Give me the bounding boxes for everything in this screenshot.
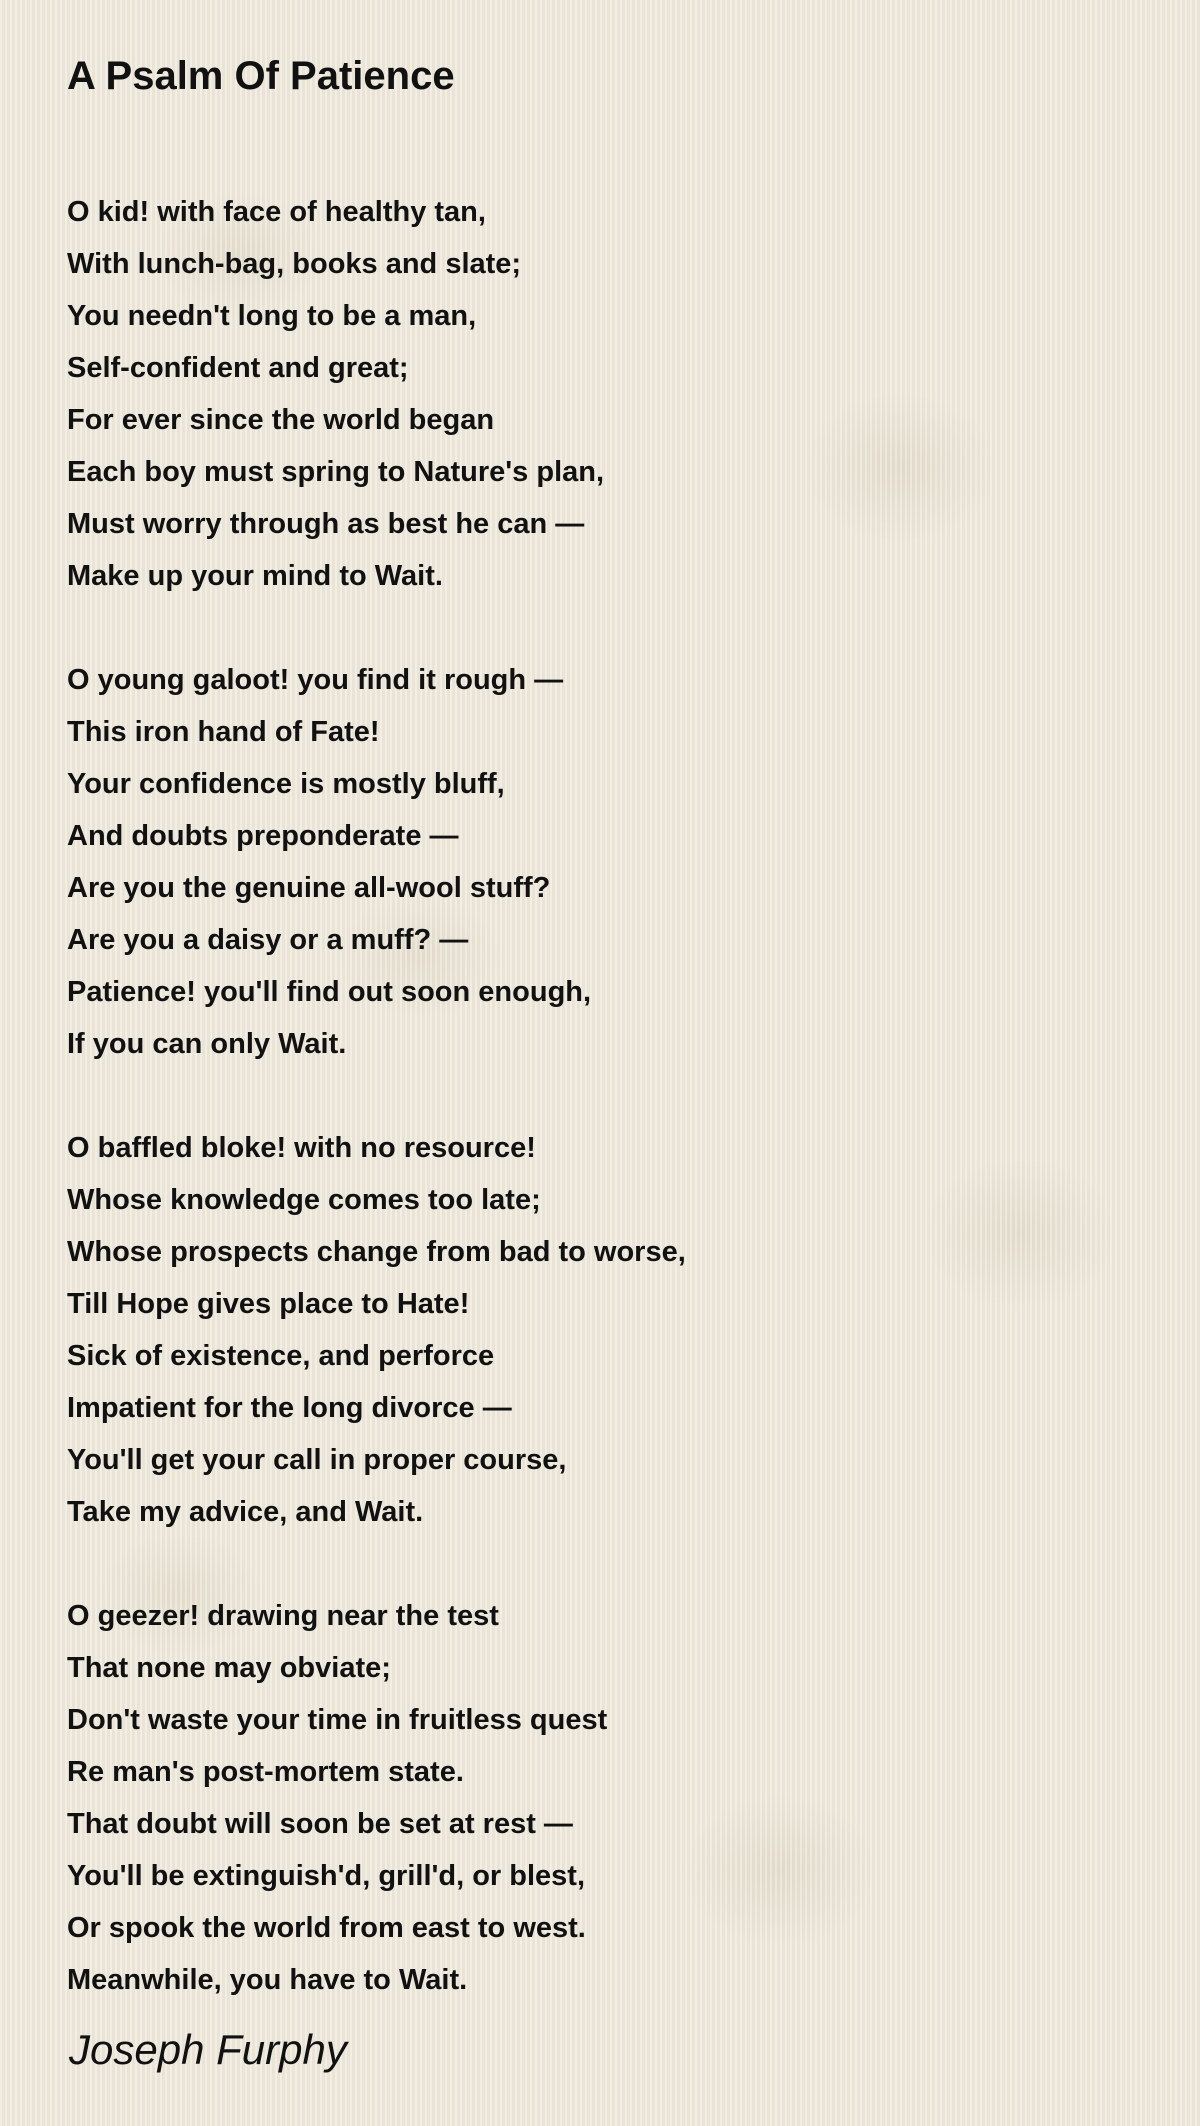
poem-line: Self-confident and great; [67,352,409,384]
poem-line: O young galoot! you find it rough — [67,664,564,696]
poem-line: Make up your mind to Wait. [67,560,443,592]
poem-line: That none may obviate; [67,1652,391,1684]
poem-line: For ever since the world began [67,404,495,436]
poem-line: Sick of existence, and perforce [67,1340,495,1372]
poem-line: Are you the genuine all-wool stuff? [67,872,551,904]
poem-line: Impatient for the long divorce — [67,1392,512,1424]
poem-line: O kid! with face of healthy tan, [67,196,486,228]
poem-line: O geezer! drawing near the test [67,1600,499,1632]
poem-line: Whose prospects change from bad to worse, [67,1236,686,1268]
poem-container [67,48,1147,2058]
poem-line: With lunch-bag, books and slate; [67,248,522,280]
poem-line: Patience! you'll find out soon enough, [67,976,592,1008]
stanza-4 [67,1590,1147,2006]
poem-line: Or spook the world from east to west. [67,1912,586,1944]
stanza-3 [67,1122,1147,1538]
stanza-2 [67,654,1147,1070]
poem-line: Must worry through as best he can — [67,508,585,540]
poem-line: Don't waste your time in fruitless quest [67,1704,608,1736]
poem-line: If you can only Wait. [67,1028,347,1060]
poem-body [67,186,1147,2006]
poem-line: Take my advice, and Wait. [67,1496,424,1528]
poem-line: Re man's post-mortem state. [67,1756,464,1788]
poem-line: This iron hand of Fate! [67,716,380,748]
poem-line: Till Hope gives place to Hate! [67,1288,470,1320]
poem-line: You'll be extinguish'd, grill'd, or blest, [67,1860,586,1892]
poem-title: A Psalm Of Patience [67,54,455,98]
poem-author: Joseph Furphy [69,2026,347,2073]
poem-line: Each boy must spring to Nature's plan, [67,456,605,488]
poem-line: O baffled bloke! with no resource! [67,1132,536,1164]
stanza-1 [67,186,1147,602]
poem-line: You needn't long to be a man, [67,300,477,332]
poem-line: That doubt will soon be set at rest — [67,1808,573,1840]
poem-line: Meanwhile, you have to Wait. [67,1964,468,1996]
poem-line: And doubts preponderate — [67,820,459,852]
poem-line: You'll get your call in proper course, [67,1444,567,1476]
poem-line: Are you a daisy or a muff? — [67,924,469,956]
poem-line: Your confidence is mostly bluff, [67,768,505,800]
poem-line: Whose knowledge comes too late; [67,1184,541,1216]
